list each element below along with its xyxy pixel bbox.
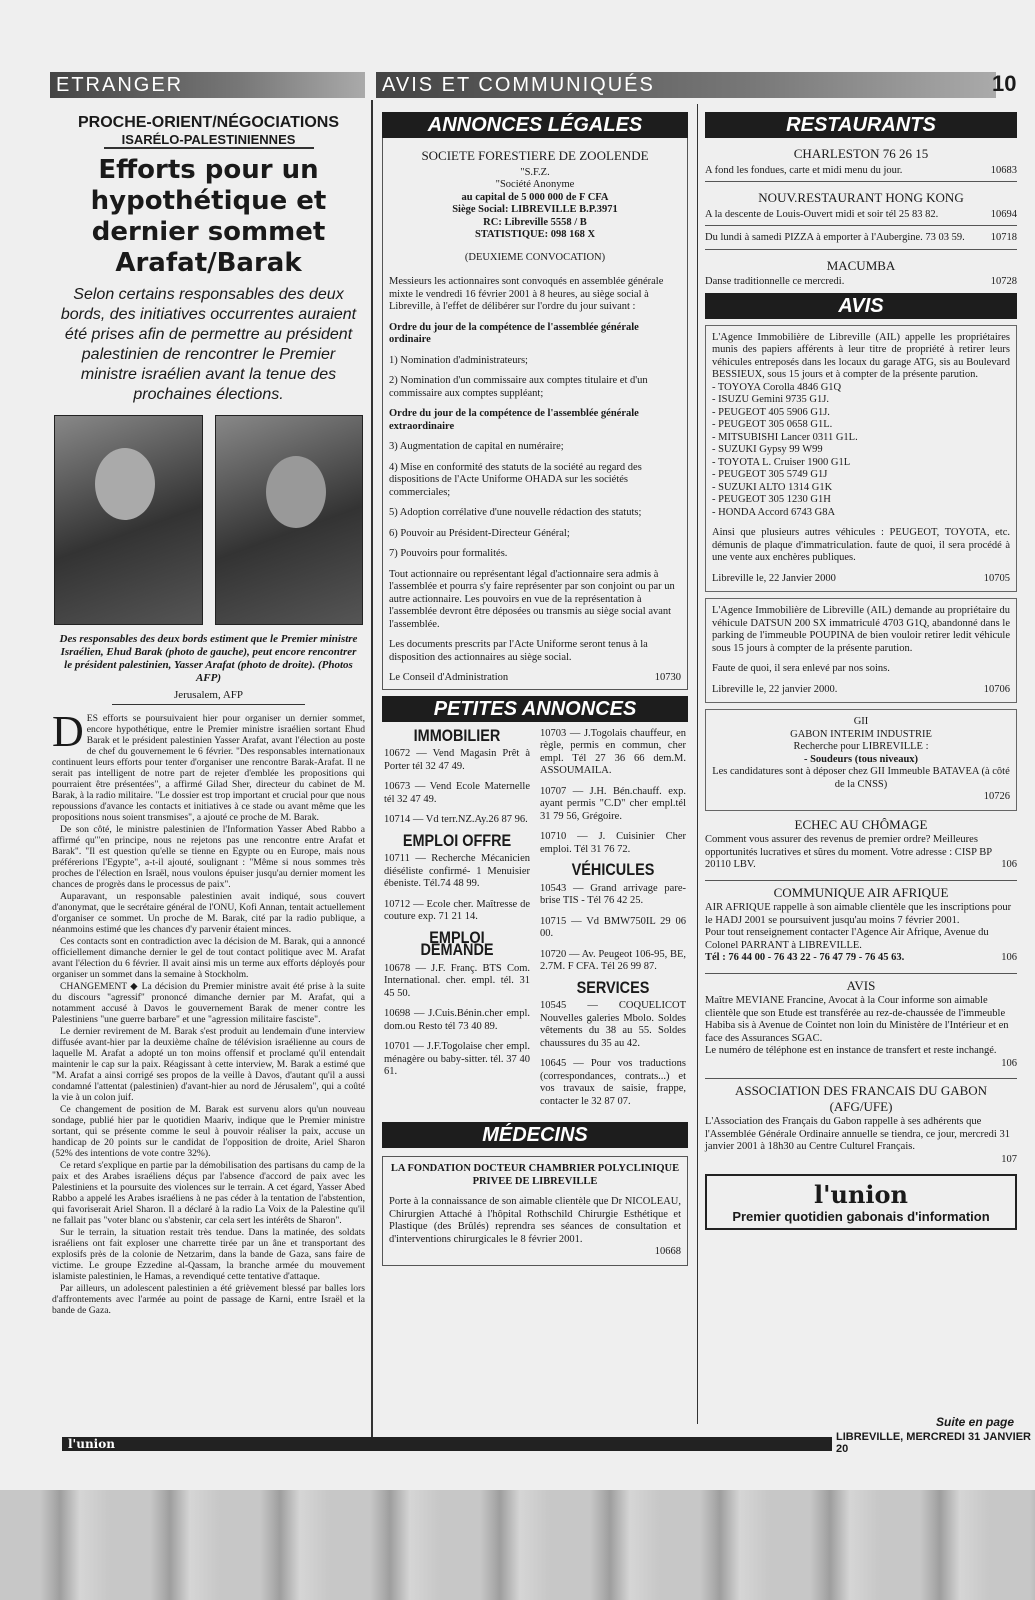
- chomage-ref: 106: [1001, 859, 1017, 870]
- restaurant-name: CHARLESTON 76 26 15: [793, 146, 929, 161]
- ad-item: 10707 — J.H. Bén.chauff. exp. ayant permis "C.D" cher empl.tél 31 79 56, Grégoire.: [540, 785, 686, 822]
- avis-gii: [705, 709, 1017, 811]
- legal-item: 2) Nomination d'un commissaire aux comptes titulaire et d'un commissaire aux comptes suppléant;: [389, 375, 648, 399]
- legal-item: 1) Nomination d'administrateurs;: [389, 354, 528, 366]
- article-column: [52, 104, 365, 1444]
- avis-text: Ainsi que plusieurs autres véhicules : PEUGEOT, TOYOTA, etc. démunis de plaque d'immatriculation. faute de quoi, il sera procédé à une vente aux enchères publiques.: [712, 527, 1010, 563]
- article-paragraph: De son côté, le ministre palestinien de l'Information Yasser Abed Rabbo a affirmé qu'"en principe, nous ne rejetons pas une rencontre entre Arafat et Barak". "Il est question qu'elle se tienne en Egypte ou en Europe, mais nous préférerions l'Egypte", a-t-il ajouté, soulignant : "Même si nous sommes très proches de l'élection en Israël, nous voulons épuiser jusqu'au dernier moment les chances de progrès dans le processus de paix".: [52, 824, 365, 890]
- chomage-text: Comment vous assurer des revenus de premier ordre? Meilleures opportunités lucratives et sûres du moment. Votre adresse : CISP BP 20110 LBV.: [705, 834, 992, 870]
- afg-head: ASSOCIATION DES FRANCAIS DU GABON: [734, 1083, 988, 1098]
- ad-item: 10672 — Vend Magasin Prêt à Porter tél 32 47 49.: [384, 748, 530, 772]
- article-paragraph: Le dernier revirement de M. Barak s'est produit au lendemain d'une interview diffusée avant-hier par la deuxième chaîne de télévision israélienne au cours de laquelle M. Arafat a adopté un ton moins offensif et proclamé qu'il entendait maintenir le cap sur la paix. Réagissant à cette interview, M. Barak a estimé que "M. Arafat a ainsi corrigé ses propos de la veille à Davos, d'autant qu'il a aussi condamné l'attentat (palestinien) d'avant-hier au nord de Jérusalem", qui a coûté la vie à un colon juif.: [52, 1026, 365, 1103]
- restaurant-ref: 10728: [990, 276, 1017, 287]
- ad-item: 10711 — Recherche Mécanicien diéséliste confirmé- 1 Menuisier ébeniste. Tél.74 48 99.: [384, 853, 530, 889]
- restaurant-name: MACUMBA: [826, 257, 896, 273]
- list-item: - PEUGEOT 305 0658 G1L.: [712, 419, 833, 430]
- column-rule: [371, 100, 373, 1445]
- restaurant-item: [705, 138, 1017, 182]
- ad-item: 10545 — COQUELICOT Nouvelles galeries Mbolo. Soldes vêtements du 38 au 55. Soldes chaussures du 35 au 42.: [540, 1000, 686, 1049]
- legal-ref: 10730: [654, 672, 681, 683]
- air-head: COMMUNIQUE AIR AFRIQUE: [773, 884, 949, 900]
- restaurant-text: A fond les fondues, carte et midi menu du jour.: [705, 164, 903, 176]
- avis2-text: Le numéro de téléphone est en instance de transfert et reste inchangé.: [705, 1045, 997, 1056]
- list-item: - PEUGEOT 305 5749 G1J: [712, 469, 828, 480]
- article-kicker-sub: ISARÉLO-PALESTINIENNES: [104, 132, 314, 149]
- legal-extra-title: Ordre du jour de la compétence de l'assemblée générale extraordinaire: [389, 408, 639, 432]
- avis-date: Libreville le, 22 Janvier 2000: [712, 572, 836, 584]
- ad-item: 10715 — Vd BMW750IL 29 06 00.: [540, 915, 686, 939]
- avis-text: Faute de quoi, il sera enlevé par nos soins.: [712, 663, 890, 674]
- legal-para: Tout actionnaire ou représentant légal d'actionnaire sera admis à l'assemblée et pourra s'y faire représenter par son conjoint ou par un autre actionnaire. Les pouvoirs en vue de la représentation à l'assemblée devront être déposées ou transmis au siège social avant l'assemblée.: [389, 568, 675, 630]
- restaurant-text: A la descente de Louis-Ouvert midi et soir tél 25 83 82.: [705, 208, 939, 220]
- avis2-head: AVIS: [846, 977, 876, 993]
- ad-item: 10701 — J.F.Togolaise cher empl. ménagère ou baby-sitter. tél. 37 40 61.: [384, 1041, 530, 1077]
- article-dateline: Jerusalem, AFP: [112, 689, 305, 705]
- legal-intro: Messieurs les actionnaires sont convoqués en assemblée générale mixte le vendredi 16 février 2001 à 8 heures, au siège social à Libreville, à l'effet de délibérer sur l'ordre du jour suivant :: [389, 276, 664, 312]
- union-logo: l'union: [814, 1180, 908, 1209]
- petites-col-2: [540, 728, 686, 1117]
- vehicle-list: [712, 382, 1010, 520]
- afg-head2: (AFG/UFE): [829, 1098, 893, 1114]
- ad-item: 10710 — J. Cuisinier Cher emploi. Tél 31 76 72.: [540, 831, 686, 855]
- article-paragraph: CHANGEMENT ◆ La décision du Premier ministre avait été prise à la suite du discours "agressif" prononcé dimanche dernier par M. Arafat, qui a notamment accusé à Davos le gouvernement Barak de mener contre les Palestiniens "une guerre barbare" et une "agression militaire fasciste".: [52, 981, 365, 1025]
- list-item: - SUZUKI Gypsy 99 W99: [712, 444, 823, 455]
- legal-line: RC: Libreville 5558 / B: [483, 216, 587, 228]
- avis-header: AVIS: [705, 293, 1017, 319]
- legal-header: ANNONCES LÉGALES: [382, 112, 688, 138]
- avis-notice-ail-1: [705, 325, 1017, 593]
- gii-line: Les candidatures sont à déposer chez GII Immeuble BATAVEA (à côté de la CNSS): [712, 766, 1010, 790]
- avis-text: L'Agence Immobilière de Libreville (AIL) demande au propriétaire du véhicule DATSUN 200 SX immatriculé 4703 G1Q, abandonné dans le parking de l'immeuble POUPINA de bien vouloir retirer ledit véhicule sous 15 jours à compter de la présente parution.: [712, 605, 1010, 654]
- legal-ord-title: Ordre du jour de la compétence de l'assemblée générale ordinaire: [389, 321, 639, 345]
- avis-date: Libreville le, 22 janvier 2000.: [712, 683, 838, 695]
- medecins-ref: 10668: [654, 1246, 681, 1257]
- petites-col-1: [384, 725, 530, 1117]
- ad-item: 10543 — Grand arrivage pare-brise TIS - Tél 76 42 25.: [540, 882, 686, 906]
- article-paragraph: Sur le terrain, la situation restait très tendue. Dans la matinée, des soldats israéliens ont fait exploser une charrette tirée par un âne et transportant des explosifs près de la colonie de Netzarim, dans la bande de Gaza, sans faire de victime. Le groupe Ezzedine al-Qassam, la branche armée du mouvement islamiste palestinien, le Hamas, a revendiqué cette tentative d'attaque.: [52, 1227, 365, 1282]
- article-headline: Efforts pour un hypothétique et dernier sommet Arafat/Barak: [90, 155, 327, 278]
- column-rule: [697, 104, 698, 1424]
- cat-services: SERVICES: [576, 977, 650, 997]
- ad-item: 10720 — Av. Peugeot 106-95, BE, 2.7M. F CFA. Tél 26 99 87.: [540, 948, 686, 972]
- restaurant-item: [705, 182, 1017, 226]
- avis-notice-ail-2: [705, 598, 1017, 703]
- union-tagline: Premier quotidien gabonais d'information: [732, 1209, 990, 1224]
- ad-item: 10645 — Pour vos traductions (correspondances, contrats...) et vos travaux de saisie, frappe, contacter le 32 87 07.: [540, 1058, 686, 1107]
- gii-ref: 10726: [983, 791, 1010, 802]
- ad-item: 10714 — Vd terr.NZ.Ay.26 87 96.: [384, 814, 528, 825]
- legal-para: Les documents prescrits par l'Acte Uniforme seront tenus à la disposition des actionnaires au siège social.: [389, 639, 648, 663]
- medecins-org: LA FONDATION DOCTEUR CHAMBRIER POLYCLINIQUE PRIVEE DE LIBREVILLE: [390, 1163, 680, 1187]
- photo-caption: Des responsables des deux bords estiment que le Premier ministre Israélien, Ehud Barak (photo de gauche), peut encore rencontrer le président palestinien, Yasser Arafat (photo de droite). (Photos AFP): [59, 633, 358, 684]
- photo-barak: [54, 415, 203, 625]
- medecins-text: Porte à la connaissance de son aimable clientèle que Dr NICOLEAU, Chirurgien Attaché à l'hôpital Rothschild Chirurgie Esthétique et Plastique (des Brûlés) reprendra ses séances de consultation et d'interventions chirurgicales le 8 février 2001.: [389, 1196, 681, 1245]
- legal-signature: Le Conseil d'Administration: [389, 672, 509, 683]
- avis-afg: [705, 1078, 1017, 1166]
- afg-ref: 107: [1001, 1153, 1017, 1165]
- article-paragraph: Ces contacts sont en contradiction avec la décision de M. Barak, qui a annoncé officiellement dimanche dernier le gel de tout contact politique avec M. Arafat avant l'élection du 6 février. Il avait ainsi mis un terme aux efforts déployés pour organiser un sommet dans la semaine à Stockholm.: [52, 936, 365, 980]
- article-kicker: PROCHE-ORIENT/NÉGOCIATIONS: [77, 114, 340, 131]
- article-paragraph: Ce retard s'explique en partie par la démobilisation des partisans du camp de la paix et des Arabes israéliens déçus par l'absence d'accord de paix avec les Palestiniens et la poursuite des violences sur le terrain. A cet égard, Yasser Abed Rabbo a appelé les Arabes israéliens à ne pas céder à la tentation de l'abstention, qui favoriserait Ariel Sharon. Il a déclaré à la radio La Voix de la Palestine qu'il ne fallait pas "voter blanc ou s'abstenir, car cela sert les intérêts de Sharon".: [52, 1160, 365, 1226]
- restaurant-ref: 10694: [990, 208, 1017, 220]
- legal-line: "Société Anonyme: [495, 179, 575, 190]
- photo-arafat: [215, 415, 364, 625]
- list-item: - TOYOTA L. Cruiser 1900 G1L: [712, 456, 851, 468]
- list-item: - SUZUKI ALTO 1314 G1K: [712, 481, 833, 493]
- legal-item: 6) Pouvoir au Président-Directeur Général;: [389, 527, 570, 539]
- ad-item: 10703 — J.Togolais chauffeur, en règle, permis en commun, cher empl. Tél 27 36 66 dem.M. ASSOUMAILA.: [540, 727, 686, 776]
- gii-line: GABON INTERIM INDUSTRIE: [790, 728, 932, 740]
- ad-item: 10673 — Vend Ecole Maternelle tél 32 47 49.: [384, 781, 530, 805]
- restaurant-item: [705, 226, 1017, 250]
- avis2-text: Maître MEVIANE Francine, Avocat à la Cour informe son aimable clientèle que son Etude est transférée au rez-de-chaussée de l'immeuble Habiba sis à Avenue de Cointet non loin du Ministère de l'Intérieur et en face des Assurances SGAC.: [705, 995, 1009, 1044]
- list-item: - PEUGEOT 305 1230 G1H: [712, 494, 831, 505]
- air-ref: 106: [1001, 952, 1017, 963]
- footer-date: LIBREVILLE, MERCREDI 31 JANVIER 20: [832, 1431, 1035, 1455]
- gii-line: Recherche pour LIBREVILLE :: [793, 741, 929, 752]
- footer-logo: l'union: [68, 1437, 115, 1451]
- list-item: - ISUZU Gemini 9735 G1J.: [712, 394, 829, 405]
- cat-vehicules: VÉHICULES: [571, 860, 655, 879]
- restaurant-item: [705, 250, 1017, 293]
- legal-item: 7) Pouvoirs pour formalités.: [389, 548, 508, 559]
- avis-air-afrique: [705, 880, 1017, 965]
- cat-emploi-offre: EMPLOI OFFRE: [402, 830, 512, 850]
- page-number: 10: [992, 71, 1017, 96]
- ad-item: 10712 — Ecole cher. Maîtresse de couture exp. 71 21 14.: [384, 898, 530, 922]
- cat-emploi-demande: EMPLOI DEMANDE: [420, 927, 494, 959]
- restaurants-header: RESTAURANTS: [705, 112, 1017, 138]
- cat-immobilier: IMMOBILIER: [413, 725, 501, 745]
- article-deck: Selon certains responsables des deux bords, des initiatives occurrentes auraient été prises afin de permettre au président palestinien de rencontrer le Premier ministre israélien avant la tenue des prochaines élections.: [60, 286, 357, 403]
- air-text: AIR AFRIQUE rappelle à son aimable clientèle que les inscriptions pour le HADJ 2001 se poursuivent jusqu'au moins 7 février 2001.: [705, 902, 1012, 926]
- restaurant-name: NOUV.RESTAURANT HONG KONG: [758, 190, 964, 205]
- restaurant-text: Du lundi à samedi PIZZA à emporter à l'Aubergine. 73 03 59.: [705, 232, 965, 243]
- avis-chomage: [705, 816, 1017, 872]
- article-paragraph: Par ailleurs, un adolescent palestinien a été grièvement blessé par balles lors d'affrontements avec l'armée au point de passage de Karni, entre Israël et la bande de Gaza.: [52, 1283, 365, 1316]
- article-paragraph: Ce changement de position de M. Barak est survenu alors qu'un nouveau sondage, publié hier par le quotidien Maariv, indique que le Premier ministre sortant, qui se présente comme le seul à pouvoir réaliser la paix, accuse un handicap de 20 points sur le candidat de l'opposition de droite, Ariel Sharon (52% des intentions de vote contre 32%).: [52, 1104, 365, 1159]
- photo-row: [54, 415, 363, 625]
- legal-line: STATISTIQUE: 098 168 X: [474, 229, 596, 240]
- afg-text: L'Association des Français du Gabon rappelle à ses adhérents que l'Assemblée Générale Ordinaire annuelle se tiendra, ce jour, mercredi 31 janvier 2001 à 18h30 au Centre Culturel Français.: [705, 1116, 1010, 1152]
- petites-annonces: [382, 722, 688, 1123]
- legal-line: "S.F.Z.: [520, 166, 550, 178]
- list-item: - TOYOYA Corolla 4846 G1Q: [712, 381, 842, 393]
- air-text: Pour tout renseignement contacter l'Agence Air Afrique, Avenue du Colonel PARRANT à LIBREVILLE.: [705, 927, 989, 951]
- chomage-head: ECHEC AU CHÔMAGE: [794, 816, 928, 832]
- list-item: - MITSUBISHI Lancer 0311 G1L.: [712, 431, 858, 443]
- air-tel: Tél : 76 44 00 - 76 43 22 - 76 47 79 - 76 45 63.: [705, 952, 905, 963]
- legal-item: 3) Augmentation de capital en numéraire;: [389, 441, 564, 452]
- article-body: [52, 707, 365, 1316]
- legal-item: 5) Adoption corrélative d'une nouvelle rédaction des statuts;: [389, 507, 642, 518]
- petites-header: PETITES ANNONCES: [382, 696, 688, 722]
- middle-column: [382, 112, 688, 1266]
- article-paragraph: Auparavant, un responsable palestinien avait indiqué, sous couvert d'anonymat, que le secrétaire général de l'ONU, Kofi Annan, tentait actuellement d'organiser ce sommet. Un proche de M. Barak, cité par la radio publique, a néanmoins estimé que les chances d'y parvenir étaient minces.: [52, 891, 365, 935]
- dropcap: D: [52, 707, 84, 756]
- avis-meviane: [705, 973, 1017, 1071]
- legal-company: SOCIETE FORESTIERE DE ZOOLENDE: [421, 148, 649, 163]
- avis-ref: 10706: [983, 683, 1010, 695]
- section-band-avis: AVIS ET COMMUNIQUÉS: [376, 72, 996, 98]
- legal-notice: [382, 138, 688, 690]
- ad-item: 10698 — J.Cuis.Bénin.cher empl. dom.ou Resto tél 73 40 89.: [384, 1008, 530, 1032]
- legal-item: 4) Mise en conformité des statuts de la société au regard des dispositions de l'Acte Uniforme OHADA sur les sociétés commerciales;: [389, 461, 642, 498]
- suite-en-page: Suite en page: [936, 1415, 1015, 1429]
- gii-line: GII: [853, 716, 869, 727]
- restaurant-ref: 10718: [990, 232, 1017, 243]
- gii-line: - Soudeurs (tous niveaux): [803, 753, 919, 765]
- article-paragraph: ES efforts se poursuivaient hier pour organiser un dernier sommet, encore hypothétique, entre le Premier ministre israélien sortant Ehud Barak et le président palestinien Yasser Arafat, avant l'élection au poste de chef du gouvernement le 6 février. "Des responsables internationaux continuent leurs efforts pour tenter d'organiser une rencontre Barak-Arafat. Il ne serait pas intelligent de notre part de rejeter d'emblée les propositions qui pourraient être présentées", a affirmé Gilad Sher, directeur du cabinet de M. Barak, à la radio militaire. "Le dossier est trop important et crucial pour que nous repoussions d'avance les contacts et initiatives à ce stade ou avant même que les propositions nous soient transmises", a ajouté ce proche de M. Barak.: [52, 713, 365, 823]
- list-item: - HONDA Accord 6743 G8A: [712, 506, 836, 518]
- right-column: [705, 112, 1017, 1230]
- scan-background: [0, 1490, 1035, 1600]
- list-item: - PEUGEOT 405 5906 G1J.: [712, 406, 830, 418]
- avis-text: L'Agence Immobilière de Libreville (AIL) appelle les propriétaires munis des papiers afférents à leur titre de propriété à retirer leurs véhicules entreposés dans les locaux du garage ATG, sis au Boulevard BESSIEUX, sous 15 jours et à compter de la présente parution.: [712, 331, 1010, 380]
- restaurant-text: Danse traditionnelle ce mercredi.: [705, 276, 845, 287]
- ad-item: 10678 — J.F. Franç. BTS Com. International. cher. empl. tél. 31 45 50.: [384, 962, 530, 999]
- medecins-notice: [382, 1156, 688, 1266]
- legal-line: au capital de 5 000 000 de F CFA: [461, 191, 609, 203]
- restaurant-ref: 10683: [990, 164, 1017, 176]
- medecins-header: MÉDECINS: [382, 1122, 688, 1148]
- avis2-ref: 106: [1001, 1057, 1017, 1069]
- union-ad: [705, 1174, 1017, 1230]
- section-band-etranger: ETRANGER: [50, 72, 365, 98]
- avis-ref: 10705: [983, 572, 1010, 584]
- legal-convocation: (DEUXIEME CONVOCATION): [464, 251, 606, 263]
- legal-line: Siège Social: LIBREVILLE B.P.3971: [452, 204, 618, 215]
